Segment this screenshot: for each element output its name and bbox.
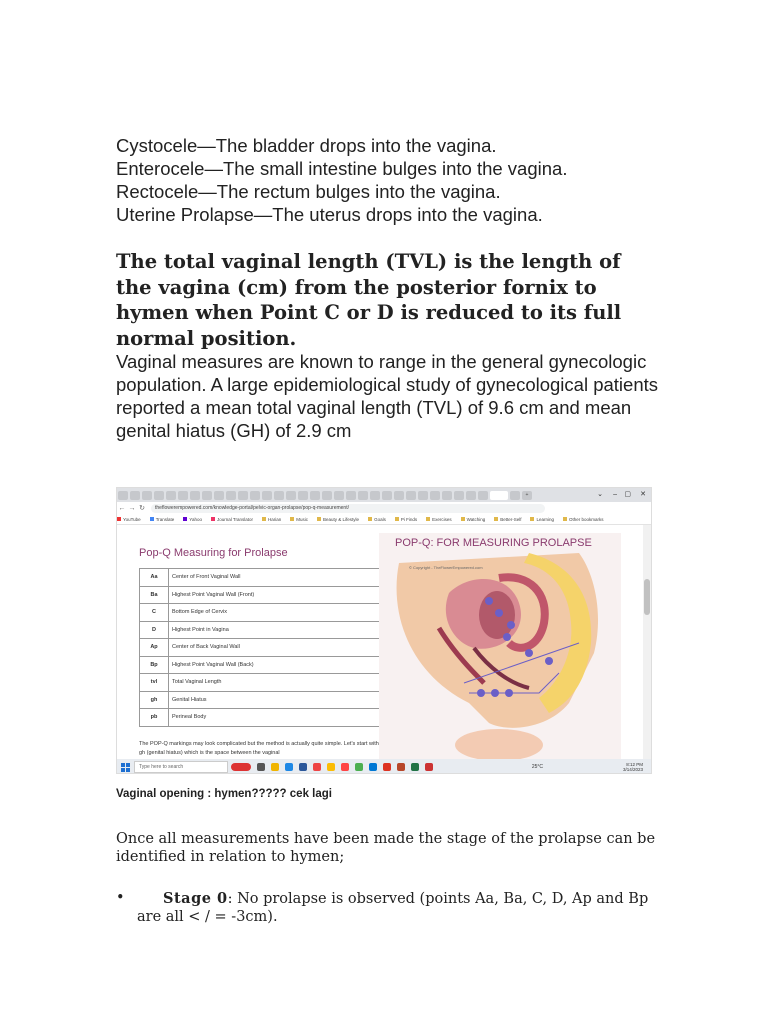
address-bar-row <box>117 502 651 514</box>
taskbar-search-input[interactable]: Type here to search <box>134 761 228 773</box>
image-caption: Vaginal opening : hymen????? cek lagi <box>116 788 332 800</box>
app-icon[interactable] <box>425 763 433 771</box>
point-description: Highest Point Vaginal Wall (Back) <box>169 656 381 674</box>
file-explorer-icon[interactable] <box>271 763 279 771</box>
browser-tab[interactable] <box>202 491 212 500</box>
page-scrollbar[interactable] <box>643 525 651 759</box>
browser-tab[interactable] <box>298 491 308 500</box>
browser-tab[interactable] <box>214 491 224 500</box>
stage-list-item <box>116 890 661 926</box>
browser-tab[interactable] <box>334 491 344 500</box>
point-code: D <box>140 621 169 639</box>
point-description: Center of Back Vaginal Wall <box>169 639 381 657</box>
point-code: tvl <box>140 674 169 692</box>
bookmark-item[interactable]: Translate <box>150 517 175 522</box>
point-description: Highest Point in Vagina <box>169 621 381 639</box>
bookmarks-bar <box>117 514 651 525</box>
browser-tab[interactable] <box>286 491 296 500</box>
browser-tab[interactable] <box>370 491 380 500</box>
browser-tab[interactable] <box>406 491 416 500</box>
clock-date: 3/14/2023 <box>622 767 643 772</box>
browser-tab[interactable] <box>154 491 164 500</box>
table-row <box>140 639 381 657</box>
point-code: Ap <box>140 639 169 657</box>
point-description: Center of Front Vaginal Wall <box>169 569 381 587</box>
point-code: Ba <box>140 586 169 604</box>
browser-tab[interactable] <box>442 491 452 500</box>
table-row <box>140 586 381 604</box>
browser-tab[interactable] <box>418 491 428 500</box>
stage-description: : No prolapse is observed (points Aa, Ba, C, D, Ap and Bp are all < / = -3cm). <box>137 891 649 925</box>
point-code: C <box>140 604 169 622</box>
prolapse-types-list <box>116 134 567 226</box>
embedded-screenshot <box>116 487 652 774</box>
folder-icon <box>530 517 534 521</box>
table-row <box>140 674 381 692</box>
diagram-title: POP-Q: FOR MEASURING PROLAPSE <box>395 537 592 549</box>
browser-tab[interactable] <box>478 491 488 500</box>
bookmark-item[interactable]: Yahoo <box>183 517 202 522</box>
windows-start-icon[interactable] <box>121 763 130 772</box>
table-row <box>140 691 381 709</box>
browser-tab-strip <box>117 488 651 502</box>
browser-tab[interactable] <box>394 491 404 500</box>
stage-intro-paragraph: Once all measurements have been made the stage of the prolapse can be identified in relation to hymen; <box>116 831 656 865</box>
folder-icon <box>426 517 430 521</box>
reload-icon[interactable]: ↻ <box>139 505 145 512</box>
prolapse-type-item: Rectocele—The rectum bulges into the vagina. <box>116 181 501 202</box>
bookmark-item[interactable]: Journal Translator <box>211 517 253 522</box>
chrome-icon[interactable] <box>327 763 335 771</box>
browser-tab[interactable] <box>250 491 260 500</box>
weather-readout[interactable]: 25°C <box>531 764 543 770</box>
word-icon[interactable] <box>299 763 307 771</box>
browser-tab[interactable] <box>142 491 152 500</box>
folder-icon <box>494 517 498 521</box>
browser-tab[interactable] <box>322 491 332 500</box>
app-icon[interactable] <box>313 763 321 771</box>
browser-tab[interactable] <box>310 491 320 500</box>
bookmark-item[interactable]: Better-Self <box>494 517 521 522</box>
folder-icon <box>290 517 294 521</box>
browser-tab[interactable] <box>454 491 464 500</box>
browser-tab[interactable] <box>466 491 476 500</box>
browser-tab[interactable] <box>238 491 248 500</box>
tab-search-icon[interactable]: ⌄ <box>597 491 603 498</box>
point-description: Bottom Edge of Cervix <box>169 604 381 622</box>
excel-icon[interactable] <box>411 763 419 771</box>
point-description: Highest Point Vaginal Wall (Front) <box>169 586 381 604</box>
point-description: Genital Hiatus <box>169 691 381 709</box>
app-icon[interactable] <box>355 763 363 771</box>
clock[interactable] <box>623 762 643 772</box>
back-arrow-icon[interactable]: ← <box>118 504 126 512</box>
task-view-icon[interactable] <box>257 763 265 771</box>
bookmark-item[interactable]: Goals <box>368 517 386 522</box>
pop-q-title: Pop-Q Measuring for Prolapse <box>139 547 288 559</box>
point-code: Aa <box>140 569 169 587</box>
point-code: gh <box>140 691 169 709</box>
browser-tab[interactable] <box>430 491 440 500</box>
table-row <box>140 656 381 674</box>
bookmark-item[interactable]: Other bookmarks <box>563 517 604 522</box>
bookmark-item[interactable]: Harian <box>262 517 281 522</box>
folder-icon <box>563 517 567 521</box>
browser-tab[interactable] <box>190 491 200 500</box>
folder-icon <box>461 517 465 521</box>
browser-tab[interactable] <box>346 491 356 500</box>
browser-tab[interactable] <box>510 491 520 500</box>
bookmark-item[interactable]: Pi Finds <box>395 517 417 522</box>
journal-icon <box>211 517 215 521</box>
bookmark-item[interactable]: Music <box>290 517 308 522</box>
url-field[interactable]: theflowerempowered.com/knowledge-portal/pelvic-organ-prolapse/pop-q-measurement/ <box>151 504 545 513</box>
vaginal-measures-paragraph: Vaginal measures are known to range in the general gynecologic population. A large epidemiological study of gynecological patients reported a mean total vaginal length (TVL) of 9.6 cm and mean genital hiatus (GH) of 2.9 cm <box>116 351 659 441</box>
prolapse-type-item: Uterine Prolapse—The uterus drops into the vagina. <box>116 204 543 225</box>
folder-icon <box>368 517 372 521</box>
yahoo-icon <box>183 517 187 521</box>
folder-icon <box>317 517 321 521</box>
table-row <box>140 604 381 622</box>
browser-tab[interactable] <box>226 491 236 500</box>
close-icon[interactable]: ✕ <box>640 491 646 498</box>
table-row <box>140 709 381 727</box>
translate-icon <box>150 517 154 521</box>
bookmark-item[interactable]: Exercises <box>426 517 452 522</box>
bookmark-item[interactable]: YouTube <box>117 517 141 522</box>
browser-tab[interactable] <box>130 491 140 500</box>
web-page-content <box>117 525 651 759</box>
bookmark-item[interactable]: Learning <box>530 517 554 522</box>
browser-tab[interactable] <box>382 491 392 500</box>
pop-q-note: The POP-Q markings may look complicated but the method is actually quite simple. Let's start with gh (genital hiatus) which is the space between the vaginal <box>139 741 379 756</box>
prolapse-type-item: Enterocele—The small intestine bulges into the vagina. <box>116 158 568 179</box>
edge-icon[interactable] <box>285 763 293 771</box>
table-row <box>140 569 381 587</box>
browser-tab-active[interactable] <box>490 491 508 500</box>
bookmark-item[interactable]: Watching <box>461 517 486 522</box>
minimize-icon[interactable]: – <box>613 491 617 498</box>
clock-time: 8:12 PM <box>626 762 643 767</box>
folder-icon <box>395 517 399 521</box>
prolapse-type-item: Cystocele—The bladder drops into the vagina. <box>116 135 497 156</box>
acrobat-icon[interactable] <box>383 763 391 771</box>
opera-icon[interactable] <box>341 763 349 771</box>
bullet-icon: • <box>116 890 125 906</box>
pelvic-anatomy-illustration <box>379 533 621 759</box>
new-tab-button[interactable]: + <box>522 491 532 500</box>
browser-tab[interactable] <box>262 491 272 500</box>
powerpoint-icon[interactable] <box>397 763 405 771</box>
forward-arrow-icon[interactable]: → <box>128 504 136 512</box>
browser-tab[interactable] <box>274 491 284 500</box>
folder-icon <box>262 517 266 521</box>
search-highlight-icon[interactable] <box>231 763 251 771</box>
table-row <box>140 621 381 639</box>
mail-icon[interactable] <box>369 763 377 771</box>
scrollbar-thumb[interactable] <box>644 579 650 615</box>
windows-taskbar <box>117 759 651 774</box>
point-code: Bp <box>140 656 169 674</box>
browser-tab[interactable] <box>166 491 176 500</box>
browser-tab[interactable] <box>178 491 188 500</box>
tvl-definition: The total vaginal length (TVL) is the length of the vagina (cm) from the posterior fornix to hymen when Point C or D is reduced to its full normal position. <box>116 250 622 350</box>
stage-label: Stage 0 <box>163 890 228 907</box>
browser-tab[interactable] <box>358 491 368 500</box>
youtube-icon <box>117 517 121 521</box>
bookmark-item[interactable]: Beauty & Lifestyle <box>317 517 359 522</box>
anatomy-diagram-panel <box>379 533 621 759</box>
point-description: Perineal Body <box>169 709 381 727</box>
point-code: pb <box>140 709 169 727</box>
maximize-icon[interactable]: ▢ <box>624 491 631 498</box>
pop-q-table <box>139 568 381 727</box>
diagram-watermark: © Copyright - TheFlowerEmpowered.com <box>409 565 483 570</box>
point-description: Total Vaginal Length <box>169 674 381 692</box>
browser-tab[interactable] <box>118 491 128 500</box>
